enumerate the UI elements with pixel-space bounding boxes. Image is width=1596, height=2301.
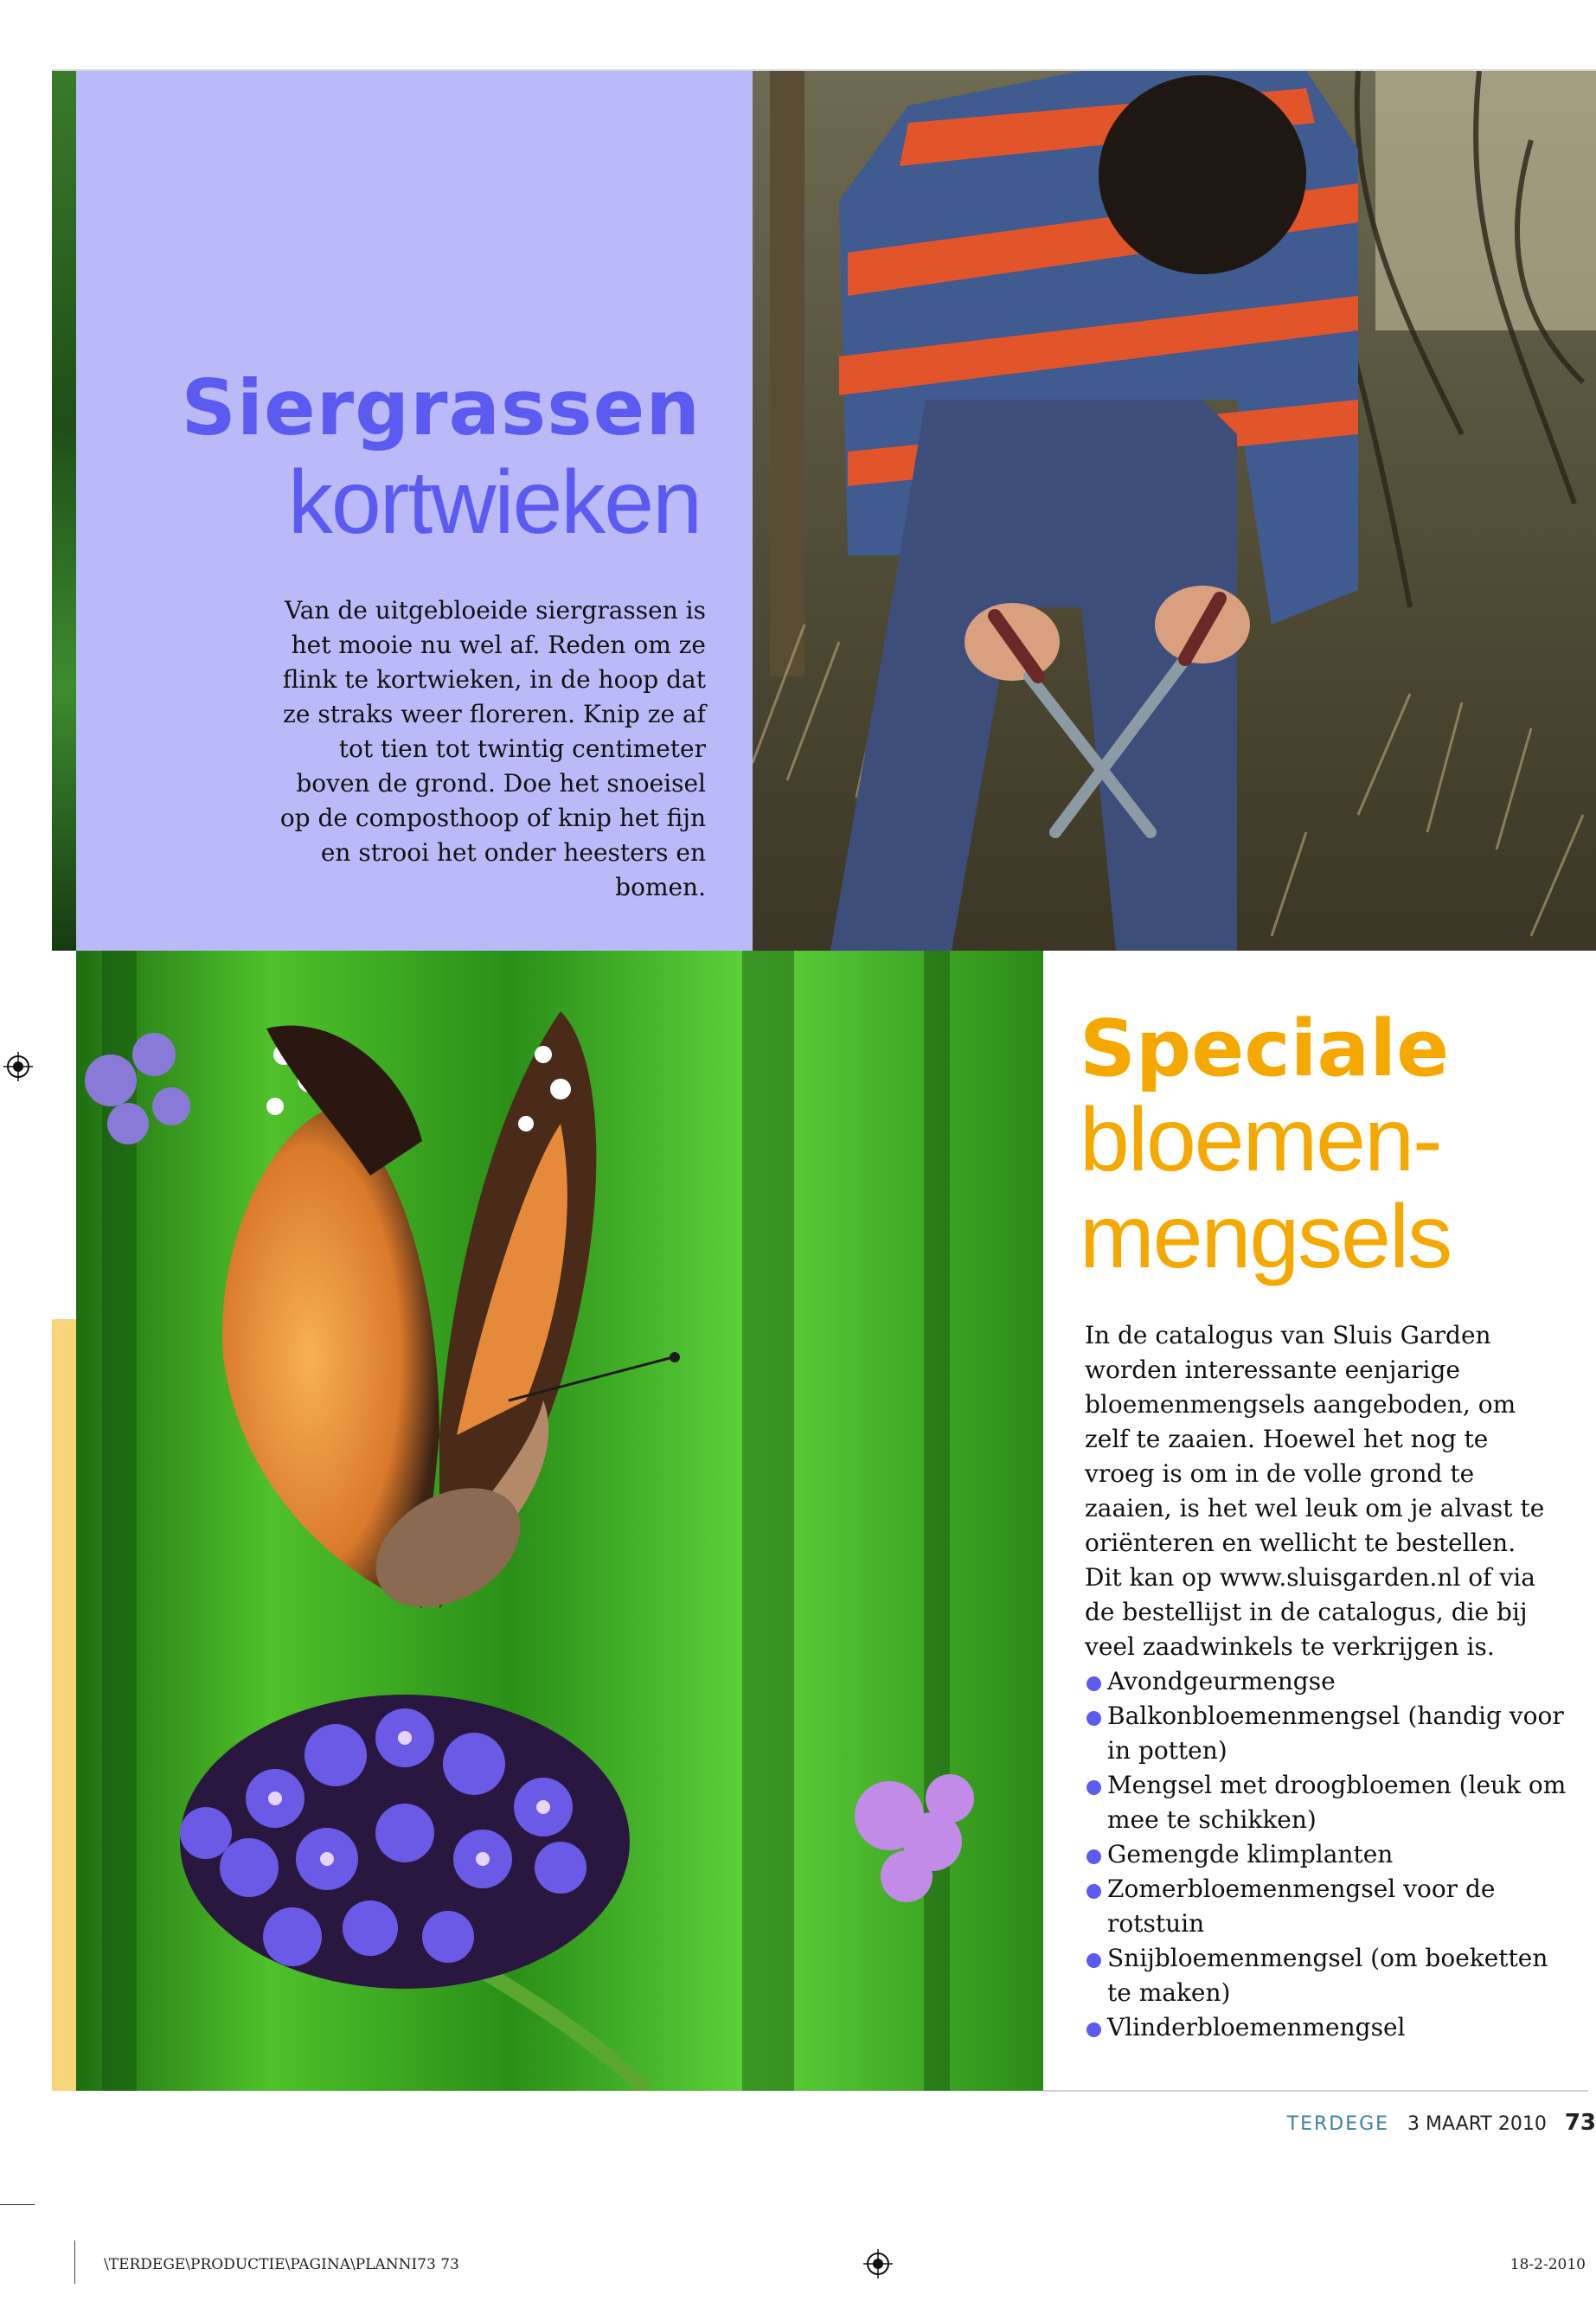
- list-item: Vlinderbloemenmengsel: [1085, 2010, 1569, 2045]
- gardener-photo: [753, 71, 1596, 951]
- accent-strip: [52, 1319, 76, 2091]
- article2-body: [1085, 1318, 1552, 1664]
- crop-mark: [0, 2204, 35, 2205]
- mixture-list: [1085, 1664, 1569, 2045]
- article1-title-bold: Siergrassen: [181, 363, 701, 452]
- list-item: Avondgeurmengse: [1085, 1664, 1569, 1699]
- slug-date: 18-2-2010: [1509, 2256, 1586, 2273]
- article2-title-bold: Speciale: [1080, 1003, 1450, 1094]
- list-item: Gemengde klimplanten: [1085, 1837, 1569, 1872]
- article2-title-line1: bloemen-: [1080, 1090, 1441, 1190]
- butterfly-photo: [76, 951, 1043, 2091]
- butterfly-illustration: [76, 951, 1043, 2091]
- list-item: Snijbloemenmengsel (om boeketten te maken): [1085, 1941, 1569, 2010]
- magazine-name: TERDEGE: [1286, 2113, 1390, 2135]
- photo-edge-strip: [52, 71, 76, 951]
- article1-body-text: Van de uitgebloeide siergrassen is het mooie nu wel af. Reden om ze flink te kortwieken, in de hoop dat ze straks weer floreren. Knip ze af tot tien tot twintig centimeter boven de grond. Doe het snoeisel op de composthoop of knip het fijn en strooi het onder heesters en bomen.: [279, 596, 706, 901]
- article1-body: [260, 593, 706, 905]
- article2-body-text: In de catalogus van Sluis Garden worden interessante eenjarige bloemenmengsels aangeboden, om zelf te zaaien. Hoewel het nog te vroeg is om in de volle grond te zaaien, is het wel leuk om je alvast te oriënteren en wellicht te bestellen. Dit kan op www.sluisgarden.nl of via de bestellijst in de catalogus, die bij veel zaadwinkels te verkrijgen is.: [1085, 1321, 1545, 1661]
- list-item: Zomerbloemenmengsel voor de rotstuin: [1085, 1872, 1569, 1941]
- slug-path: \TERDEGE\PRODUCTIE\PAGINA\PLANNI73 73: [104, 2256, 459, 2273]
- page-number: 73: [1564, 2110, 1596, 2136]
- panel-border: [1043, 2090, 1588, 2092]
- issue-date: 3 MAART 2010: [1407, 2113, 1547, 2135]
- article1-title-light: kortwieken: [287, 452, 701, 553]
- crop-mark: [74, 2240, 75, 2284]
- list-item: Mengsel met droogbloemen (leuk om mee te schikken): [1085, 1768, 1569, 1837]
- list-item: Balkonbloemenmengsel (handig voor in potten): [1085, 1699, 1569, 1768]
- page-footer: [1287, 2110, 1596, 2136]
- registration-mark-icon: [863, 2249, 893, 2279]
- registration-mark-icon: [3, 1052, 33, 1081]
- article2-title-line2: mengsels: [1080, 1187, 1452, 1287]
- gardener-illustration: [753, 71, 1596, 951]
- gutter: [52, 951, 76, 1319]
- article2-title-light: [1080, 1092, 1451, 1285]
